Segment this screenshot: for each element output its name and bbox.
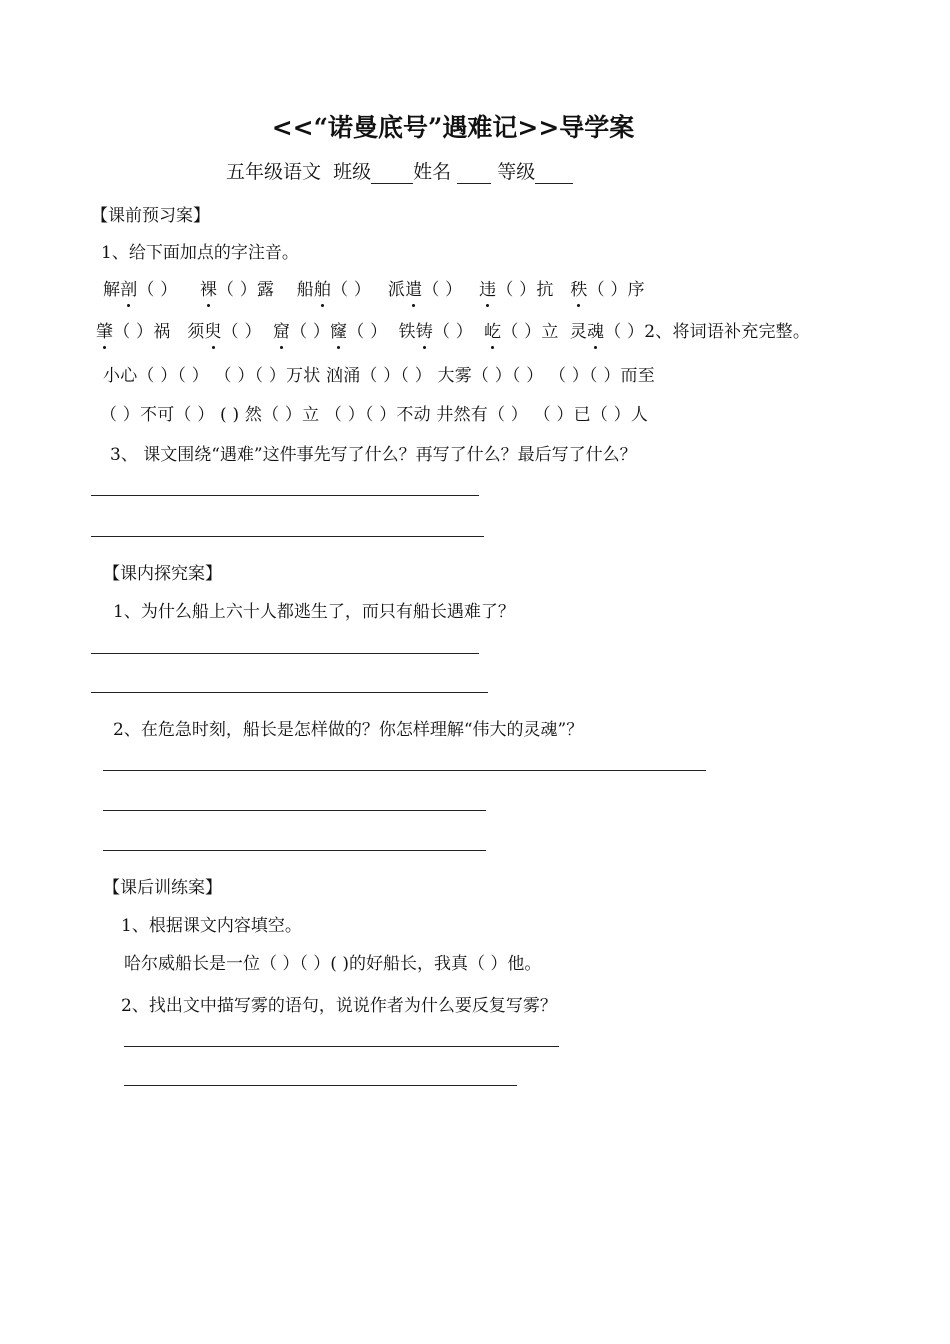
level-label: 等级 xyxy=(497,161,536,183)
question-after-2: 2、找出文中描写雾的语句，说说作者为什么要反复写雾？ xyxy=(121,996,557,1016)
dotted-char: 违 xyxy=(479,275,496,300)
idiom-row-1: 小心（ ）（ ） （ ）（ ）万状 汹涌（ ）（ ） 大雾（ ）（ ） （ ）（ ）而至 xyxy=(103,366,655,386)
answer-line[interactable] xyxy=(124,1085,517,1086)
fill-in-sentence: 哈尔威船长是一位（ ）（ ）( )的好船长，我真（ ）他。 xyxy=(124,954,542,974)
question-preview-2: 2、将词语补充完整。 xyxy=(644,322,811,342)
question-inclass-1: 1、为什么船上六十人都逃生了，而只有船长遇难了？ xyxy=(113,602,515,622)
dotted-char: 魂 xyxy=(587,317,604,342)
answer-line[interactable] xyxy=(103,810,486,811)
answer-line[interactable] xyxy=(103,850,486,851)
class-label: 班级 xyxy=(333,161,372,183)
section-heading-after: 【课后训练案】 xyxy=(103,878,222,898)
question-preview-3: 3、 课文围绕“遇难”这件事先写了什么？再写了什么？最后写了什么？ xyxy=(110,445,637,465)
question-inclass-2: 2、在危急时刻，船长是怎样做的？你怎样理解“伟大的灵魂”？ xyxy=(113,720,584,740)
level-field[interactable] xyxy=(535,165,573,184)
answer-line[interactable] xyxy=(91,495,479,496)
dotted-char: 窿 xyxy=(330,317,347,342)
name-label: 姓名 xyxy=(413,161,452,183)
section-heading-preview: 【课前预习案】 xyxy=(91,206,210,226)
dotted-char: 秩 xyxy=(570,275,587,300)
question-preview-1: 1、给下面加点的字注音。 xyxy=(101,243,299,263)
dotted-char: 铸 xyxy=(416,317,433,342)
grade-subject: 五年级语文 xyxy=(226,161,322,183)
dotted-char: 臾 xyxy=(204,317,221,342)
dotted-char: 舶 xyxy=(314,275,331,300)
page-title: <<“诺曼底号”遇难记>>导学案 xyxy=(271,113,635,142)
name-field[interactable] xyxy=(457,165,491,184)
dotted-char: 剖 xyxy=(120,275,137,300)
dotted-char: 肇 xyxy=(96,317,113,342)
dotted-char: 窟 xyxy=(273,317,290,342)
dotted-char: 屹 xyxy=(484,317,501,342)
answer-line[interactable] xyxy=(91,536,484,537)
class-field[interactable] xyxy=(371,165,413,184)
pinyin-row-1: 解剖（ ） 裸（ ）露 船舶（ ） 派遣（ ） 违（ ）抗 秩（ ）序 xyxy=(103,275,645,300)
pinyin-row-2: 肇（ ）祸 须臾（ ） 窟（ ）窿（ ） 铁铸（ ） 屹（ ）立 灵魂（ ）2、将词语补充完整。 xyxy=(96,317,810,342)
question-after-1: 1、根据课文内容填空。 xyxy=(121,916,302,936)
dotted-char: 裸 xyxy=(200,275,217,300)
header-line xyxy=(226,157,573,184)
answer-line[interactable] xyxy=(103,770,706,771)
answer-line[interactable] xyxy=(91,653,479,654)
dotted-char: 遣 xyxy=(405,275,422,300)
answer-line[interactable] xyxy=(124,1046,559,1047)
idiom-row-2: （ ）不可（ ） ( ) 然（ ）立 （ ）（ ）不动 井然有（ ） （ ）已（ ）人 xyxy=(100,405,649,425)
section-heading-inclass: 【课内探究案】 xyxy=(103,564,222,584)
answer-line[interactable] xyxy=(91,692,488,693)
